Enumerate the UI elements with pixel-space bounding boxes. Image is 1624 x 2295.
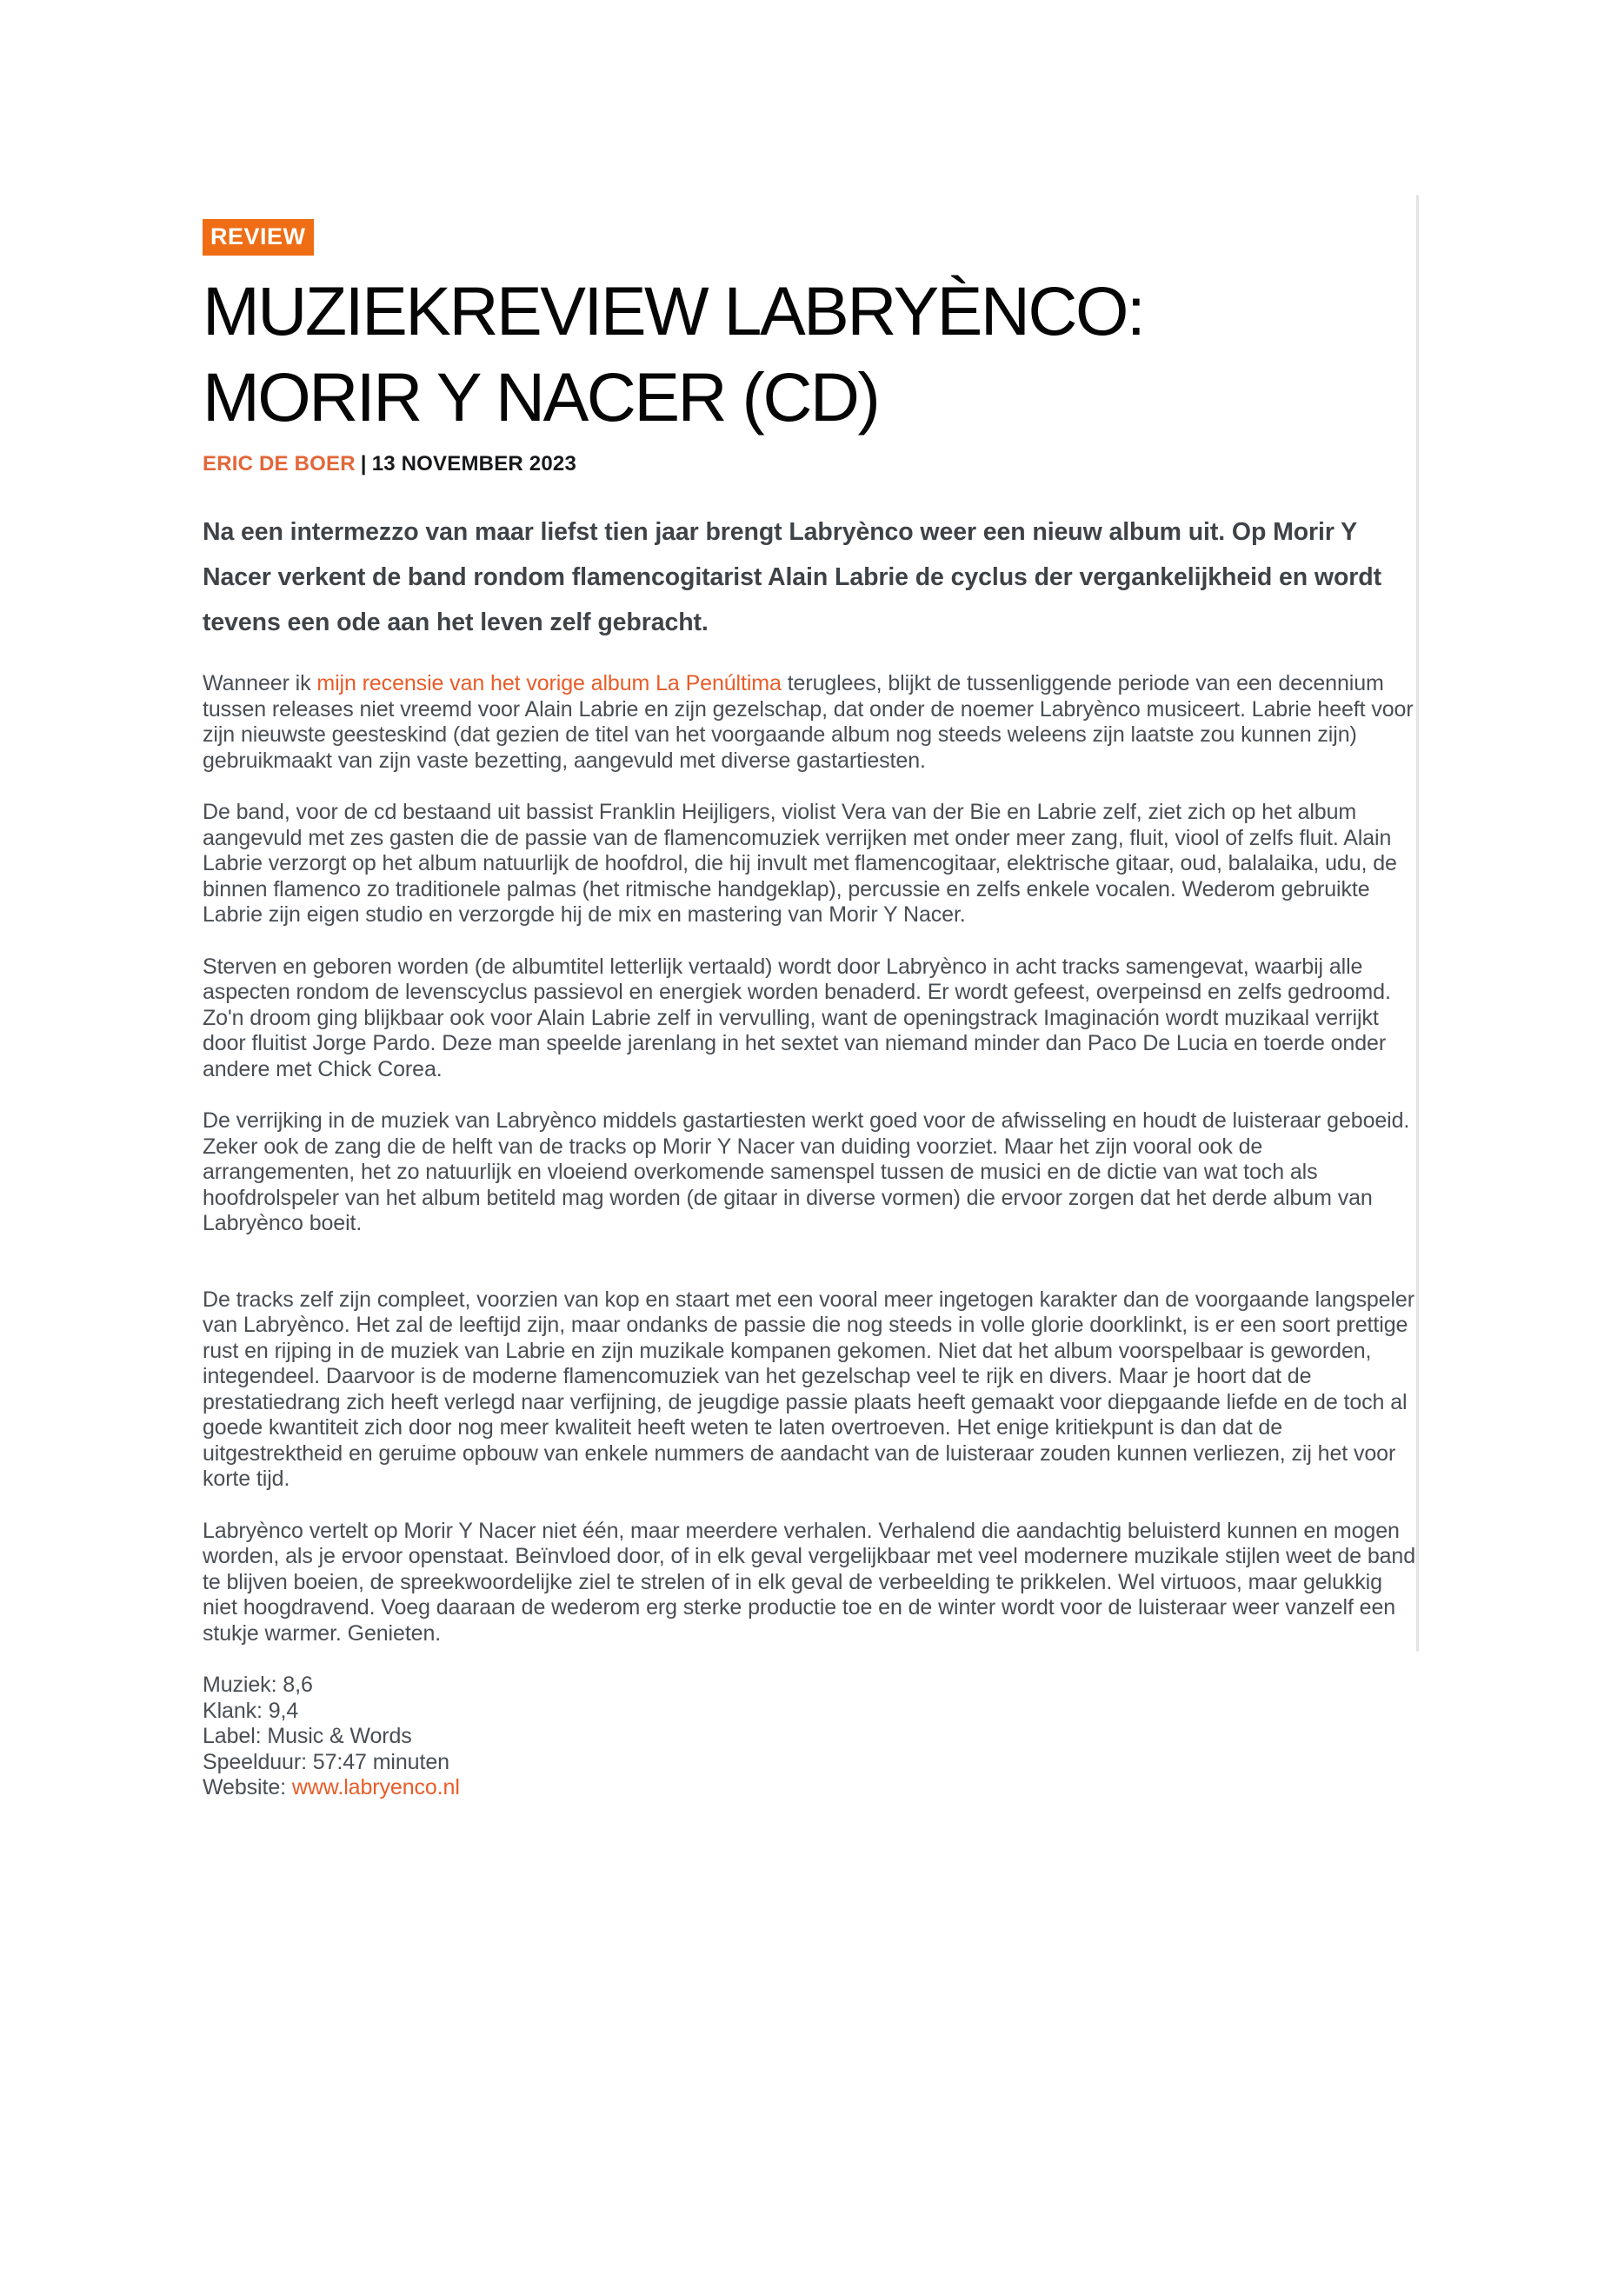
paragraph-1-text-after: teruglees, blijkt de tussenliggende periode van een decennium tussen releases niet vreemd voor Alain Labrie en zijn gezelschap, dat onder de noemer Labryènco musiceert. Labrie heeft voor zijn nieuwste geesteskind (dat gezien de titel van het voorgaande album nog steeds weleens zijn laatste zou kunnen zijn) gebruikmaakt van zijn vaste bezetting, aangevuld met diverse gastartiesten. [203, 671, 1414, 773]
category-badge[interactable]: REVIEW [203, 219, 314, 256]
author-link[interactable]: ERIC DE BOER [203, 452, 356, 476]
paragraph-5: De tracks zelf zijn compleet, voorzien van kop en staart met een vooral meer ingetogen karakter dan de voorgaande langspeler van Labryènco. Het zal de leeftijd zijn, maar ondanks de passie die nog steeds in volle glorie doorklinkt, is er een soort prettige rust en rijping in de muziek van Labrie en zijn muzikale kompanen gekomen. Niet dat het album voorspelbaar is geworden, integendeel. Daarvoor is de moderne flamencomuziek van het gezelschap veel te rijk en divers. Maar je hoort dat de prestatiedrang zich heeft verlegd naar verfijning, de jeugdige passie plaats heeft gemaakt voor diepgaande liefde en de toch al goede kwantiteit zich door nog meer kwaliteit heeft weten te laten overtroeven. Het enige kritiekpunt is dan dat de uitgestrektheid en geruime opbouw van enkele nummers de aandacht van de luisteraar zouden kunnen verliezen, zij het voor korte tijd. [203, 1287, 1414, 1491]
byline [203, 452, 1416, 476]
album-details [203, 1673, 1416, 1801]
article [203, 219, 1416, 1801]
paragraph-1 [203, 671, 1416, 774]
detail-label: Speelduur: [203, 1749, 307, 1774]
paragraph-3: Sterven en geboren worden (de albumtitel letterlijk vertaald) wordt door Labryènco in acht tracks samengevat, waarbij alle aspecten rondom de levenscyclus passievol en energiek worden benaderd. Er wordt gefeest, overpeinsd en zelfs gedroomd. Zo'n droom ging blijkbaar ook voor Alain Labrie zelf in vervulling, want de openingstrack Imaginación wordt muzikaal verrijkt door fluitist Jorge Pardo. Deze man speelde jarenlang in het sextet van niemand minder dan Paco De Lucia en toerde onder andere met Chick Corea. [203, 954, 1391, 1081]
detail-value: 9,4 [268, 1698, 299, 1723]
detail-value: 8,6 [283, 1673, 313, 1697]
detail-label: Muziek: [203, 1673, 277, 1697]
paragraph-1-text-before: Wanneer ik [203, 671, 317, 695]
detail-klank [203, 1699, 1416, 1725]
website-link[interactable]: www.labryenco.nl [291, 1775, 460, 1799]
publish-date: 13 NOVEMBER 2023 [371, 452, 576, 476]
detail-muziek [203, 1673, 1416, 1699]
detail-label: Klank: [203, 1698, 263, 1723]
detail-label-row [203, 1724, 1416, 1750]
detail-website [203, 1775, 1416, 1801]
detail-value: Music & Words [267, 1724, 412, 1748]
paragraph-2: De band, voor de cd bestaand uit bassist Franklin Heijligers, violist Vera van der Bie en Labrie zelf, ziet zich op het album aangevuld met zes gasten die de passie van de flamencomuziek verrijken met onder meer zang, fluit, viool of zelfs fluit. Alain Labrie verzorgt op het album natuurlijk de hoofdrol, die hij invult met flamencogitaar, elektrische gitaar, oud, balalaika, udu, de binnen flamenco zo traditionele palmas (het ritmische handgeklap), percussie en zelfs enkele vocalen. Wederom gebruikte Labrie zijn eigen studio en verzorgde hij de mix en mastering van Morir Y Nacer. [203, 800, 1397, 927]
intro-paragraph: Na een intermezzo van maar liefst tien jaar brengt Labryènco weer een nieuw album uit. Op Morir Y Nacer verkent de band rondom flamencogitarist Alain Labrie de cyclus der vergankelijkheid en wordt tevens een ode aan het leven zelf gebracht. [203, 518, 1381, 636]
paragraph-6: Labryènco vertelt op Morir Y Nacer niet één, maar meerdere verhalen. Verhalend die aandachtig beluisterd kunnen en mogen worden, als je ervoor openstaat. Beïnvloed door, of in elk geval vergelijkbaar met veel modernere muzikale stijlen weet de band te blijven boeien, de spreekwoordelijke ziel te strelen of in elk geval de verbeelding te prikkelen. Wel virtuoos, maar gelukkig niet hoogdravend. Voeg daaraan de wederom erg sterke productie toe en de winter wordt voor de luisteraar weer vanzelf een stukje warmer. Genieten. [203, 1518, 1416, 1646]
detail-label: Label: [203, 1724, 262, 1748]
paragraph-4: De verrijking in de muziek van Labryènco middels gastartiesten werkt goed voor de afwisseling en houdt de luisteraar geboeid. Zeker ook de zang die de helft van de tracks op Morir Y Nacer van duiding voorziet. Maar het zijn vooral ook de arrangementen, het zo natuurlijk en vloeiend overkomende samenspel tussen de musici en de dictie van wat toch als hoofdrolspeler van het album betiteld mag worden (de gitaar in diverse vormen) die ervoor zorgen dat het derde album van Labryènco boeit. [203, 1108, 1410, 1235]
previous-review-link[interactable]: mijn recensie van het vorige album La Penúltima [316, 671, 782, 695]
detail-value: 57:47 minuten [312, 1749, 449, 1774]
page-title: MUZIEKREVIEW LABRYÈNCO: MORIR Y NACER (CD) [203, 272, 1144, 436]
content-right-border [1416, 195, 1419, 1652]
detail-speelduur [203, 1750, 1416, 1776]
byline-separator: | [360, 452, 367, 476]
detail-label: Website: [203, 1775, 287, 1799]
